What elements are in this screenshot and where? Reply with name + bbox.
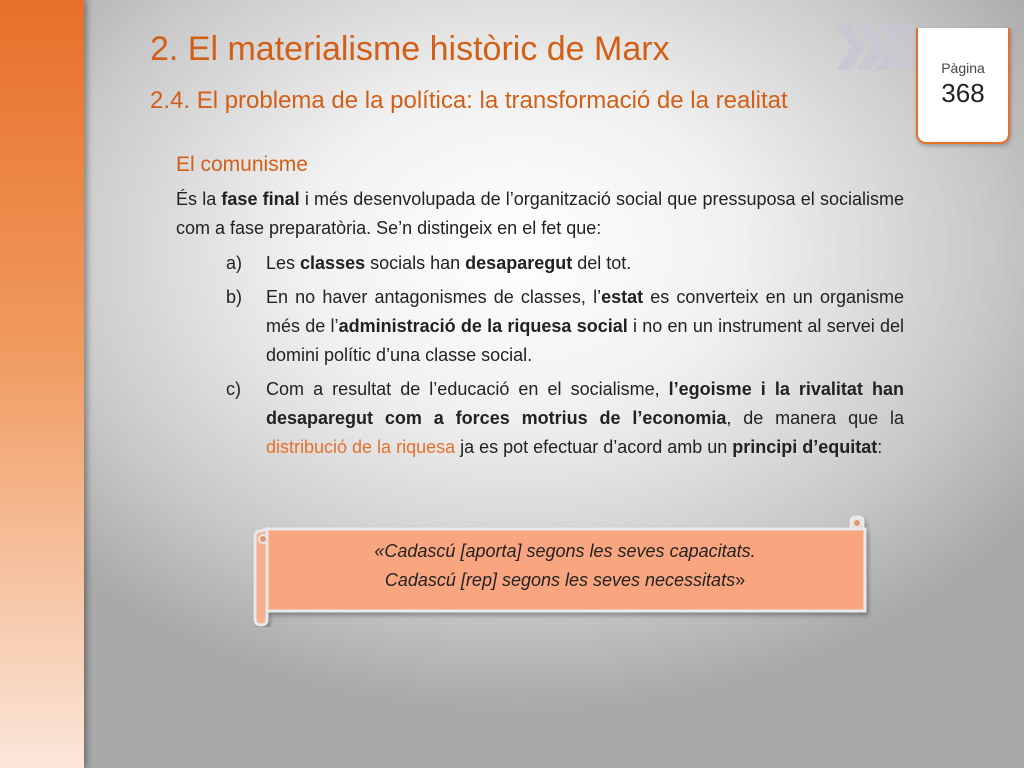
list-item-text: [258, 283, 904, 370]
quote-line: «Cadascú [aporta] segons les seves capacitats.: [374, 541, 756, 561]
item-bold: l’egoisme i la rivalitat han desaparegut com a forces motrius de l’economia: [266, 379, 904, 428]
item-text: :: [877, 437, 883, 457]
quote-close-mark: »: [735, 570, 746, 590]
chevrons-right-icon: [836, 22, 926, 72]
item-bold: administració de la riquesa social: [338, 316, 628, 336]
item-text: En no haver antagonismes de classes, l’: [266, 287, 602, 307]
list-item-text: [258, 249, 904, 278]
content-body: [176, 150, 904, 467]
list-marker: c): [226, 379, 241, 399]
intro-bold: fase final: [221, 189, 300, 209]
item-bold: estat: [601, 287, 644, 307]
side-decor-bar: [0, 0, 84, 768]
intro-text: i més desenvolupada de l’organització social que pressuposa el socialisme com a fase preparatòria. Se’n distingeix en el fet que:: [176, 189, 904, 238]
intro-paragraph: [176, 185, 904, 243]
list-item: [176, 249, 904, 278]
quote-text: [270, 537, 860, 595]
intro-text: És la: [176, 189, 222, 209]
item-text: i no en un instrument al servei del domini polític d’una classe social.: [266, 316, 904, 365]
list-item: [176, 375, 904, 462]
page-number: 368: [941, 78, 985, 108]
page-title: 2. El materialisme històric de Marx: [150, 30, 670, 68]
list-marker: b): [226, 287, 243, 307]
item-text: Com a resultat de l’educació en el socialisme,: [266, 379, 669, 399]
item-text: del tot.: [572, 253, 632, 273]
item-bold: principi d’equitat: [732, 437, 878, 457]
item-text: , de manera que la: [726, 408, 904, 428]
item-text: ja es pot efectuar d’acord amb un: [455, 437, 733, 457]
item-text: es converteix en un organisme més de l’: [266, 287, 904, 336]
page-subtitle: 2.4. El problema de la política: la transformació de la realitat: [150, 87, 788, 114]
list-item-text: [258, 375, 904, 462]
item-bold: classes: [300, 253, 366, 273]
page-label: Pàgina: [941, 60, 985, 76]
item-text: Les: [266, 253, 301, 273]
quote-line: [270, 566, 860, 595]
item-highlight: distribució de la riquesa: [266, 437, 456, 457]
item-text: socials han: [365, 253, 466, 273]
page-number-box: [916, 28, 1010, 144]
list-item: [176, 283, 904, 370]
item-bold: desaparegut: [465, 253, 573, 273]
section-heading: El comunisme: [176, 153, 308, 176]
quote-line-text: Cadascú [rep] segons les seves necessitats: [384, 570, 736, 590]
list-marker: a): [226, 253, 243, 273]
